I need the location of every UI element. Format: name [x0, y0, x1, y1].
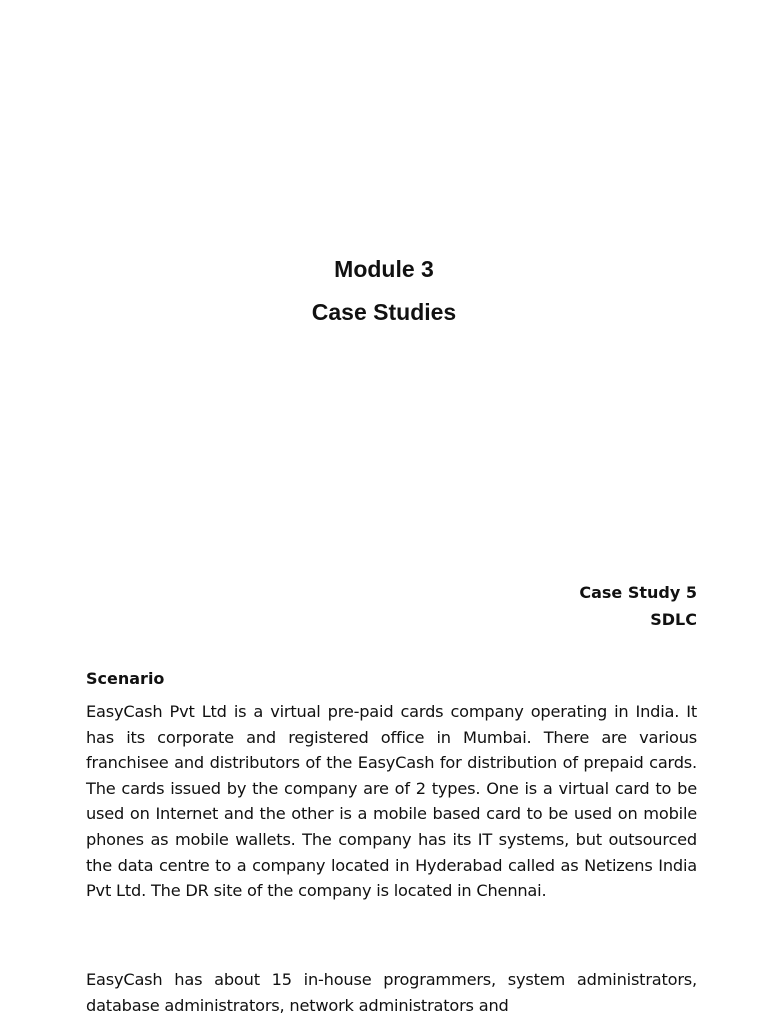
module-subtitle: Case Studies: [311, 299, 457, 325]
case-study-number: Case Study 5: [579, 583, 697, 602]
scenario-paragraph: EasyCash Pvt Ltd is a virtual pre-paid cards company operating in India. It has its corporate and registered office in Mumbai. There are various franchisee and distributors of the EasyCash for distribution of prepaid cards. The cards issued by the company are of 2 types. One is a virtual card to be used on Internet and the other is a mobile based card to be used on mobile phones as mobile wallets. The company has its IT systems, but outsourced the data centre to a company located in Hyderabad called as Netizens India Pvt Ltd. The DR site of the company is located in Chennai.: [86, 702, 697, 901]
scenario-paragraph: EasyCash has about 15 in-house programmers, system administrators, database administrators, network administrators and: [86, 970, 697, 1015]
module-title: Module 3: [334, 256, 434, 282]
scenario-heading: Scenario: [86, 669, 165, 688]
case-study-topic: SDLC: [650, 610, 697, 629]
